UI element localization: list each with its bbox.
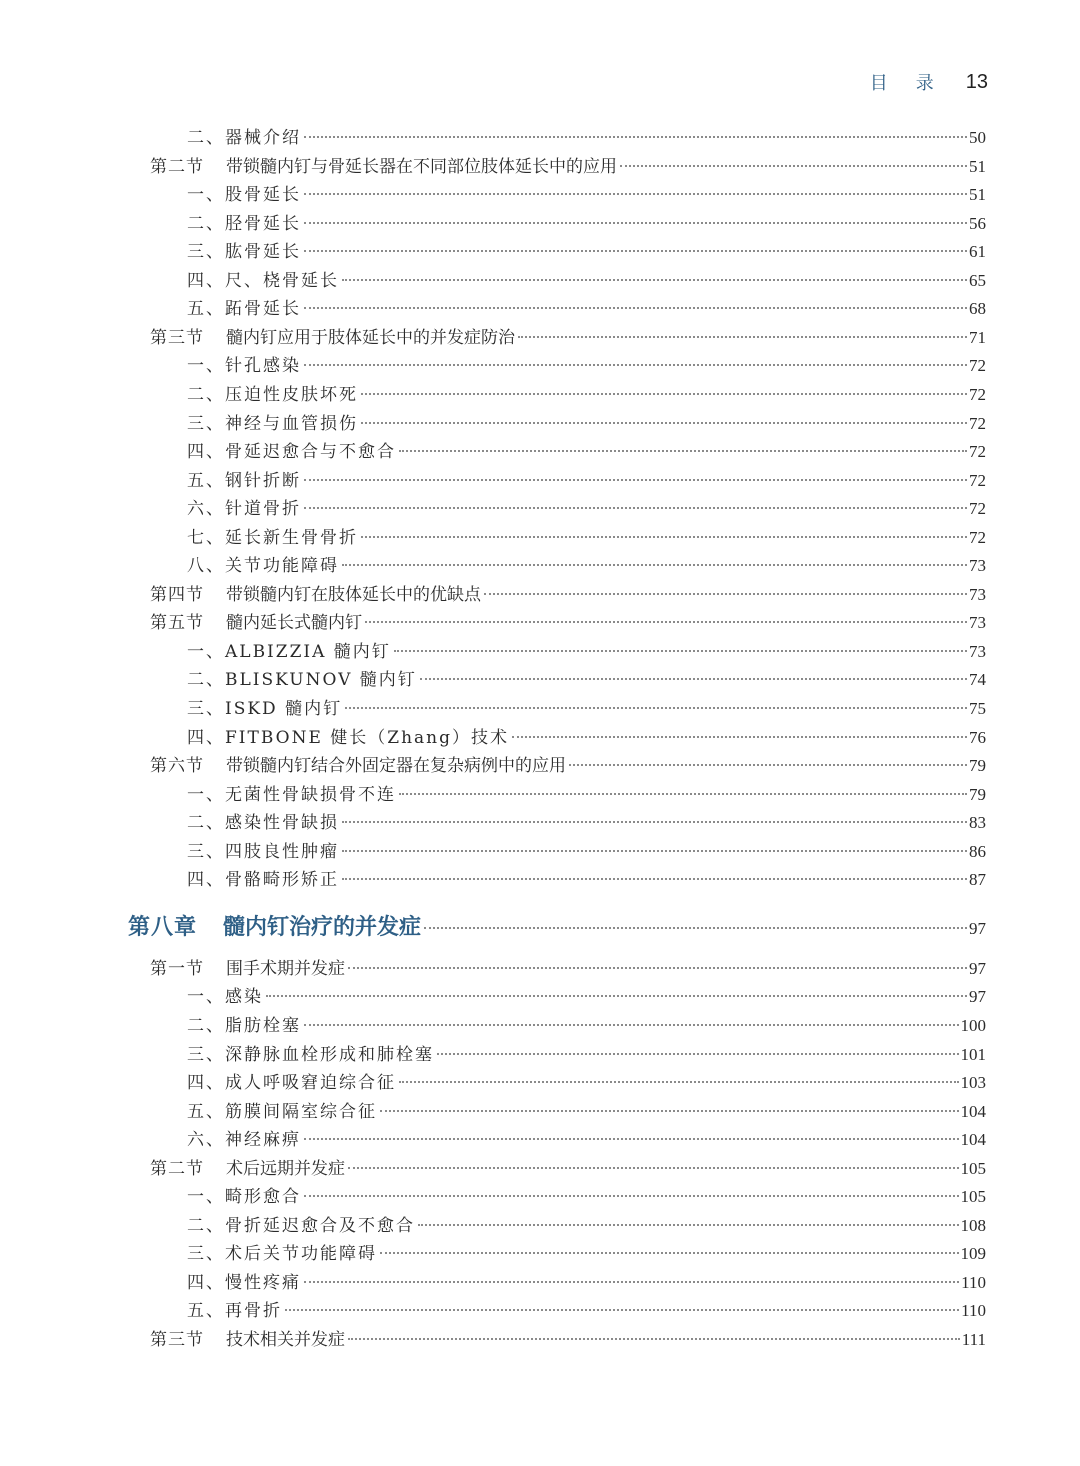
dot-leader xyxy=(399,450,967,452)
toc-item-row[interactable] xyxy=(187,210,986,238)
toc-page-number: 86 xyxy=(969,841,986,861)
toc-page-number: 74 xyxy=(969,670,986,690)
toc-page-number: 97 xyxy=(969,958,986,978)
dot-leader xyxy=(345,707,967,709)
toc-page-number: 103 xyxy=(960,1073,986,1093)
toc-entry-number: 八、 xyxy=(187,556,225,577)
toc-page-number: 73 xyxy=(969,584,986,604)
toc-page-number: 73 xyxy=(969,613,986,633)
toc-item-row[interactable] xyxy=(187,781,986,809)
toc-page-number: 97 xyxy=(969,987,986,1007)
toc-page-number: 110 xyxy=(961,1301,986,1321)
toc-entry-label xyxy=(187,1183,301,1211)
dot-leader xyxy=(304,1195,959,1197)
toc-entry-label xyxy=(187,1041,434,1069)
toc-entry-number: 一、 xyxy=(187,784,225,805)
toc-page-number: 79 xyxy=(969,784,986,804)
toc-entry-number: 一、 xyxy=(187,356,225,377)
toc-entry-label xyxy=(187,1069,396,1097)
dot-leader xyxy=(420,678,967,680)
toc-entry-number: 三、 xyxy=(187,841,225,862)
toc-entry-number: 二、 xyxy=(187,670,225,691)
dot-leader xyxy=(304,250,967,252)
toc-page-number: 76 xyxy=(969,727,986,747)
toc-entry-number: 三、 xyxy=(187,242,225,263)
toc-entry-label xyxy=(187,381,358,409)
dot-leader xyxy=(285,1309,959,1311)
toc-entry-title: 肱骨延长 xyxy=(225,242,301,263)
toc-entry-title: 感染性骨缺损 xyxy=(225,813,339,834)
toc-item-row[interactable] xyxy=(187,638,986,666)
toc-entry-number: 五、 xyxy=(187,1301,225,1322)
toc-entry-label xyxy=(187,1297,282,1325)
toc-item-row[interactable] xyxy=(187,467,986,495)
dot-leader xyxy=(424,927,967,929)
toc-entry-label xyxy=(187,724,509,752)
toc-entry-number: 第二节 xyxy=(150,1158,204,1179)
toc-item-row[interactable] xyxy=(187,410,986,438)
toc-entry-label xyxy=(187,267,339,295)
toc-entry-number: 二、 xyxy=(187,1215,225,1236)
page-number: 13 xyxy=(965,70,988,93)
toc-section-row[interactable] xyxy=(150,752,986,780)
toc-entry-title: 钢针折断 xyxy=(225,470,301,491)
toc-page-number: 101 xyxy=(960,1044,986,1064)
toc-item-row[interactable] xyxy=(187,1126,986,1154)
toc-item-row[interactable] xyxy=(187,438,986,466)
toc-entry-number: 第六节 xyxy=(150,756,204,777)
toc-page-number: 79 xyxy=(969,756,986,776)
toc-entry-title: 针孔感染 xyxy=(225,356,301,377)
toc-entry-number: 七、 xyxy=(187,527,225,548)
dot-leader xyxy=(361,422,967,424)
toc-page-number: 51 xyxy=(969,156,986,176)
toc-entry-label xyxy=(187,983,263,1011)
toc-entry-number: 五、 xyxy=(187,299,225,320)
toc-page-number: 104 xyxy=(960,1130,986,1150)
toc-entry-number: 四、 xyxy=(187,870,225,891)
toc-entry-number: 六、 xyxy=(187,499,225,520)
dot-leader xyxy=(304,1024,959,1026)
toc-item-row[interactable] xyxy=(187,1183,986,1211)
toc-item-row[interactable] xyxy=(187,1240,986,1268)
dot-leader xyxy=(304,1138,959,1140)
toc-page-number: 97 xyxy=(969,918,986,938)
toc-entry-label xyxy=(187,1212,415,1240)
toc-entry-label xyxy=(150,324,515,352)
toc-entry-title: ALBIZZIA 髓内钉 xyxy=(225,641,391,662)
toc-entry-title: 筋膜间隔室综合征 xyxy=(225,1101,377,1122)
toc-entry-title: 深静脉血栓形成和肺栓塞 xyxy=(225,1044,434,1065)
toc-entry-title: 带锁髓内钉结合外固定器在复杂病例中的应用 xyxy=(226,756,566,777)
toc-page-number: 72 xyxy=(969,470,986,490)
toc-entry-number: 六、 xyxy=(187,1130,225,1151)
toc-entry-number: 一、 xyxy=(187,641,225,662)
dot-leader xyxy=(518,336,967,338)
toc-entry-label xyxy=(187,552,339,580)
toc-entry-title: 脂肪栓塞 xyxy=(225,1015,301,1036)
toc-entry-number: 第五节 xyxy=(150,613,204,634)
toc-entry-label xyxy=(150,1155,345,1183)
toc-entry-title: 神经麻痹 xyxy=(225,1130,301,1151)
toc-page-number: 109 xyxy=(960,1244,986,1264)
toc-item-row[interactable] xyxy=(187,1297,986,1325)
toc-item-row[interactable] xyxy=(187,695,986,723)
toc-entry-label xyxy=(187,809,339,837)
toc-item-row[interactable] xyxy=(187,181,986,209)
toc-entry-number: 三、 xyxy=(187,413,225,434)
dot-leader xyxy=(304,507,967,509)
toc-item-row[interactable] xyxy=(187,983,986,1011)
toc-page-number: 65 xyxy=(969,270,986,290)
toc-entry-label xyxy=(187,781,396,809)
toc-entry-number: 四、 xyxy=(187,1272,225,1293)
toc-item-row[interactable] xyxy=(187,552,986,580)
page-header xyxy=(870,68,988,96)
dot-leader xyxy=(342,564,967,566)
toc-entry-title: 神经与血管损伤 xyxy=(225,413,358,434)
toc-entry-title: 骨骼畸形矫正 xyxy=(225,870,339,891)
toc-entry-number: 二、 xyxy=(187,1015,225,1036)
toc-entry-label xyxy=(187,1269,301,1297)
toc-page-number: 73 xyxy=(969,641,986,661)
dot-leader xyxy=(418,1224,959,1226)
dot-leader xyxy=(304,222,967,224)
toc-page-number: 73 xyxy=(969,556,986,576)
toc-entry-number: 第二节 xyxy=(150,156,204,177)
toc-entry-number: 第三节 xyxy=(150,1330,204,1350)
toc-entry-title: 慢性疼痛 xyxy=(225,1272,301,1293)
toc-entry-number: 第四节 xyxy=(150,584,204,605)
toc-page-number: 75 xyxy=(969,699,986,718)
toc-item-row[interactable] xyxy=(187,1012,986,1040)
toc-entry-number: 第一节 xyxy=(150,958,204,979)
toc-entry-label xyxy=(150,752,566,780)
toc-entry-title: 围手术期并发症 xyxy=(226,958,345,979)
toc-entry-number: 四、 xyxy=(187,727,225,748)
toc-entry-label xyxy=(128,911,421,943)
toc-entry-number: 四、 xyxy=(187,270,225,291)
toc-item-row[interactable] xyxy=(187,267,986,295)
toc-item-row[interactable] xyxy=(187,866,986,894)
dot-leader xyxy=(304,1281,959,1283)
toc-item-row[interactable] xyxy=(187,1041,986,1069)
dot-leader xyxy=(304,136,967,138)
toc-entry-title: 跖骨延长 xyxy=(225,299,301,320)
toc-entry-label xyxy=(187,1012,301,1040)
toc-page-number: 72 xyxy=(969,413,986,433)
toc-entry-number: 二、 xyxy=(187,813,225,834)
toc-page-number: 72 xyxy=(969,499,986,519)
toc-entry-title: 无菌性骨缺损骨不连 xyxy=(225,784,396,805)
toc-page-number: 100 xyxy=(960,1015,986,1035)
toc-item-row[interactable] xyxy=(187,238,986,266)
toc-entry-label xyxy=(187,238,301,266)
dot-leader xyxy=(484,593,967,595)
toc-entry-number: 一、 xyxy=(187,1187,225,1208)
dot-leader xyxy=(342,850,967,852)
toc-entry-number: 三、 xyxy=(187,1244,225,1265)
toc-entry-title: 成人呼吸窘迫综合征 xyxy=(225,1073,396,1094)
toc-entry-title: BLISKUNOV 髓内钉 xyxy=(225,670,417,691)
toc-item-row[interactable] xyxy=(187,724,986,752)
toc-entry-label xyxy=(187,210,301,238)
toc-entry-number: 二、 xyxy=(187,384,225,405)
toc-entry-title: 针道骨折 xyxy=(225,499,301,520)
toc-entry-label xyxy=(187,181,301,209)
toc-entry-number: 三、 xyxy=(187,1044,225,1065)
toc-page-number: 71 xyxy=(969,327,986,347)
toc-entry-title: ISKD 髓内钉 xyxy=(225,699,343,719)
toc-entry-title: 骨延迟愈合与不愈合 xyxy=(225,442,396,463)
toc-page-number: 50 xyxy=(969,128,986,147)
toc-entry-label xyxy=(187,638,391,666)
toc-entry-title: 髓内钉应用于肢体延长中的并发症防治 xyxy=(226,327,515,348)
dot-leader xyxy=(342,279,967,281)
toc-entry-label xyxy=(187,1240,377,1268)
toc-entry-title: 骨折延迟愈合及不愈合 xyxy=(225,1215,415,1236)
toc-page-number: 110 xyxy=(961,1272,986,1292)
toc-entry-number: 五、 xyxy=(187,1101,225,1122)
toc-page-number: 61 xyxy=(969,242,986,262)
toc-item-row[interactable] xyxy=(187,381,986,409)
toc-entry-title: 胫骨延长 xyxy=(225,213,301,234)
toc-entry-label xyxy=(187,438,396,466)
toc-entry-title: FITBONE 健长（Zhang）技术 xyxy=(225,727,510,748)
toc-item-row[interactable] xyxy=(187,495,986,523)
dot-leader xyxy=(304,479,967,481)
toc-entry-number: 一、 xyxy=(187,185,225,206)
dot-leader xyxy=(512,736,967,738)
toc-entry-label xyxy=(187,352,301,380)
toc-page-number: 72 xyxy=(969,442,986,462)
dot-leader xyxy=(348,1338,960,1340)
toc-section-row[interactable] xyxy=(150,581,986,609)
toc-entry-label xyxy=(187,695,342,723)
toc-section-row[interactable] xyxy=(150,153,986,181)
dot-leader xyxy=(380,1252,959,1254)
toc-entry-number: 第三节 xyxy=(150,327,204,348)
toc-entry-title: 四肢良性肿瘤 xyxy=(225,841,339,862)
toc-entry-label xyxy=(150,1326,345,1354)
toc-item-row[interactable] xyxy=(187,1069,986,1097)
dot-leader xyxy=(569,764,967,766)
toc-page-number: 104 xyxy=(960,1101,986,1121)
toc-page-number: 72 xyxy=(969,384,986,404)
toc-entry-title: 畸形愈合 xyxy=(225,1187,301,1208)
toc-entry-label xyxy=(187,495,301,523)
toc-entry-label xyxy=(150,955,345,983)
toc-page-number: 111 xyxy=(961,1330,986,1349)
dot-leader xyxy=(399,1081,959,1083)
toc-item-row[interactable] xyxy=(187,524,986,552)
toc-entry-label xyxy=(187,410,358,438)
toc-entry-title: 关节功能障碍 xyxy=(225,556,339,577)
toc-page-number: 105 xyxy=(960,1158,986,1178)
toc-entry-label xyxy=(150,609,362,637)
running-header-title: 目录 xyxy=(869,73,962,94)
toc-entry-title: 术后关节功能障碍 xyxy=(225,1244,377,1265)
toc-section-row[interactable] xyxy=(150,1326,986,1354)
toc-entry-label xyxy=(187,524,358,552)
dot-leader xyxy=(361,536,967,538)
toc-entry-label xyxy=(187,124,301,152)
toc-item-row[interactable] xyxy=(187,352,986,380)
toc-entry-title: 感染 xyxy=(225,987,263,1008)
toc-page-number: 72 xyxy=(969,527,986,547)
dot-leader xyxy=(348,1167,959,1169)
toc-item-row[interactable] xyxy=(187,666,986,694)
toc-page-number: 68 xyxy=(969,299,986,319)
toc-item-row[interactable] xyxy=(187,809,986,837)
toc-entry-label xyxy=(150,581,481,609)
toc-entry-label xyxy=(187,1098,377,1126)
dot-leader xyxy=(437,1053,959,1055)
toc-entry-label xyxy=(187,295,301,323)
toc-entry-title: 再骨折 xyxy=(225,1301,282,1322)
toc-page-number: 108 xyxy=(960,1215,986,1235)
toc-entry-label xyxy=(187,666,417,694)
dot-leader xyxy=(365,621,967,623)
toc-item-row[interactable] xyxy=(187,1269,986,1297)
toc-entry-number: 五、 xyxy=(187,470,225,491)
toc-entry-title: 带锁髓内钉与骨延长器在不同部位肢体延长中的应用 xyxy=(226,156,617,177)
toc-section-row[interactable] xyxy=(150,1155,986,1183)
dot-leader xyxy=(361,393,967,395)
toc-entry-number: 二、 xyxy=(187,213,225,234)
toc-page-number: 83 xyxy=(969,813,986,833)
dot-leader xyxy=(266,995,967,997)
toc-entry-number: 四、 xyxy=(187,442,225,463)
toc-item-row[interactable] xyxy=(187,838,986,866)
toc-page-number: 56 xyxy=(969,213,986,233)
toc-entry-title: 带锁髓内钉在肢体延长中的优缺点 xyxy=(226,584,481,605)
toc-entry-label xyxy=(187,838,339,866)
toc-item-row[interactable] xyxy=(187,1212,986,1240)
toc-page-number: 72 xyxy=(969,356,986,376)
dot-leader xyxy=(304,307,967,309)
toc-entry-number: 第八章 xyxy=(128,913,198,940)
toc-chapter-row[interactable] xyxy=(128,911,986,945)
toc-entry-title: 延长新生骨骨折 xyxy=(225,527,358,548)
toc-item-row[interactable] xyxy=(187,1098,986,1126)
toc-entry-number: 一、 xyxy=(187,987,225,1008)
dot-leader xyxy=(380,1110,959,1112)
toc-entry-number: 四、 xyxy=(187,1073,225,1094)
toc-page-number: 87 xyxy=(969,870,986,890)
toc-section-row[interactable] xyxy=(150,324,986,352)
toc-entry-title: 器械介绍 xyxy=(225,128,301,148)
toc-section-row[interactable] xyxy=(150,955,986,983)
dot-leader xyxy=(304,193,967,195)
toc-entry-label xyxy=(187,866,339,894)
toc-entry-title: 压迫性皮肤坏死 xyxy=(225,384,358,405)
dot-leader xyxy=(304,364,967,366)
toc-entry-number: 三、 xyxy=(187,699,225,719)
dot-leader xyxy=(399,793,967,795)
toc-section-row[interactable] xyxy=(150,609,986,637)
toc-entry-title: 髓内钉治疗的并发症 xyxy=(223,913,422,940)
toc-entry-title: 技术相关并发症 xyxy=(226,1330,345,1350)
toc-entry-title: 髓内延长式髓内钉 xyxy=(226,613,362,634)
toc-page-number: 51 xyxy=(969,185,986,205)
dot-leader xyxy=(342,878,967,880)
toc-entry-number: 二、 xyxy=(187,128,225,148)
toc-entry-label xyxy=(187,1126,301,1154)
dot-leader xyxy=(394,650,967,652)
toc-entry-label xyxy=(150,153,617,181)
toc-entry-title: 术后远期并发症 xyxy=(226,1158,345,1179)
dot-leader xyxy=(342,821,967,823)
dot-leader xyxy=(620,165,967,167)
toc-entry-label xyxy=(187,467,301,495)
toc-page-number: 105 xyxy=(960,1187,986,1207)
toc-entry-title: 股骨延长 xyxy=(225,185,301,206)
toc-entry-title: 尺、桡骨延长 xyxy=(225,270,339,291)
toc-item-row[interactable] xyxy=(187,295,986,323)
toc-item-row[interactable] xyxy=(187,124,986,152)
dot-leader xyxy=(348,967,967,969)
